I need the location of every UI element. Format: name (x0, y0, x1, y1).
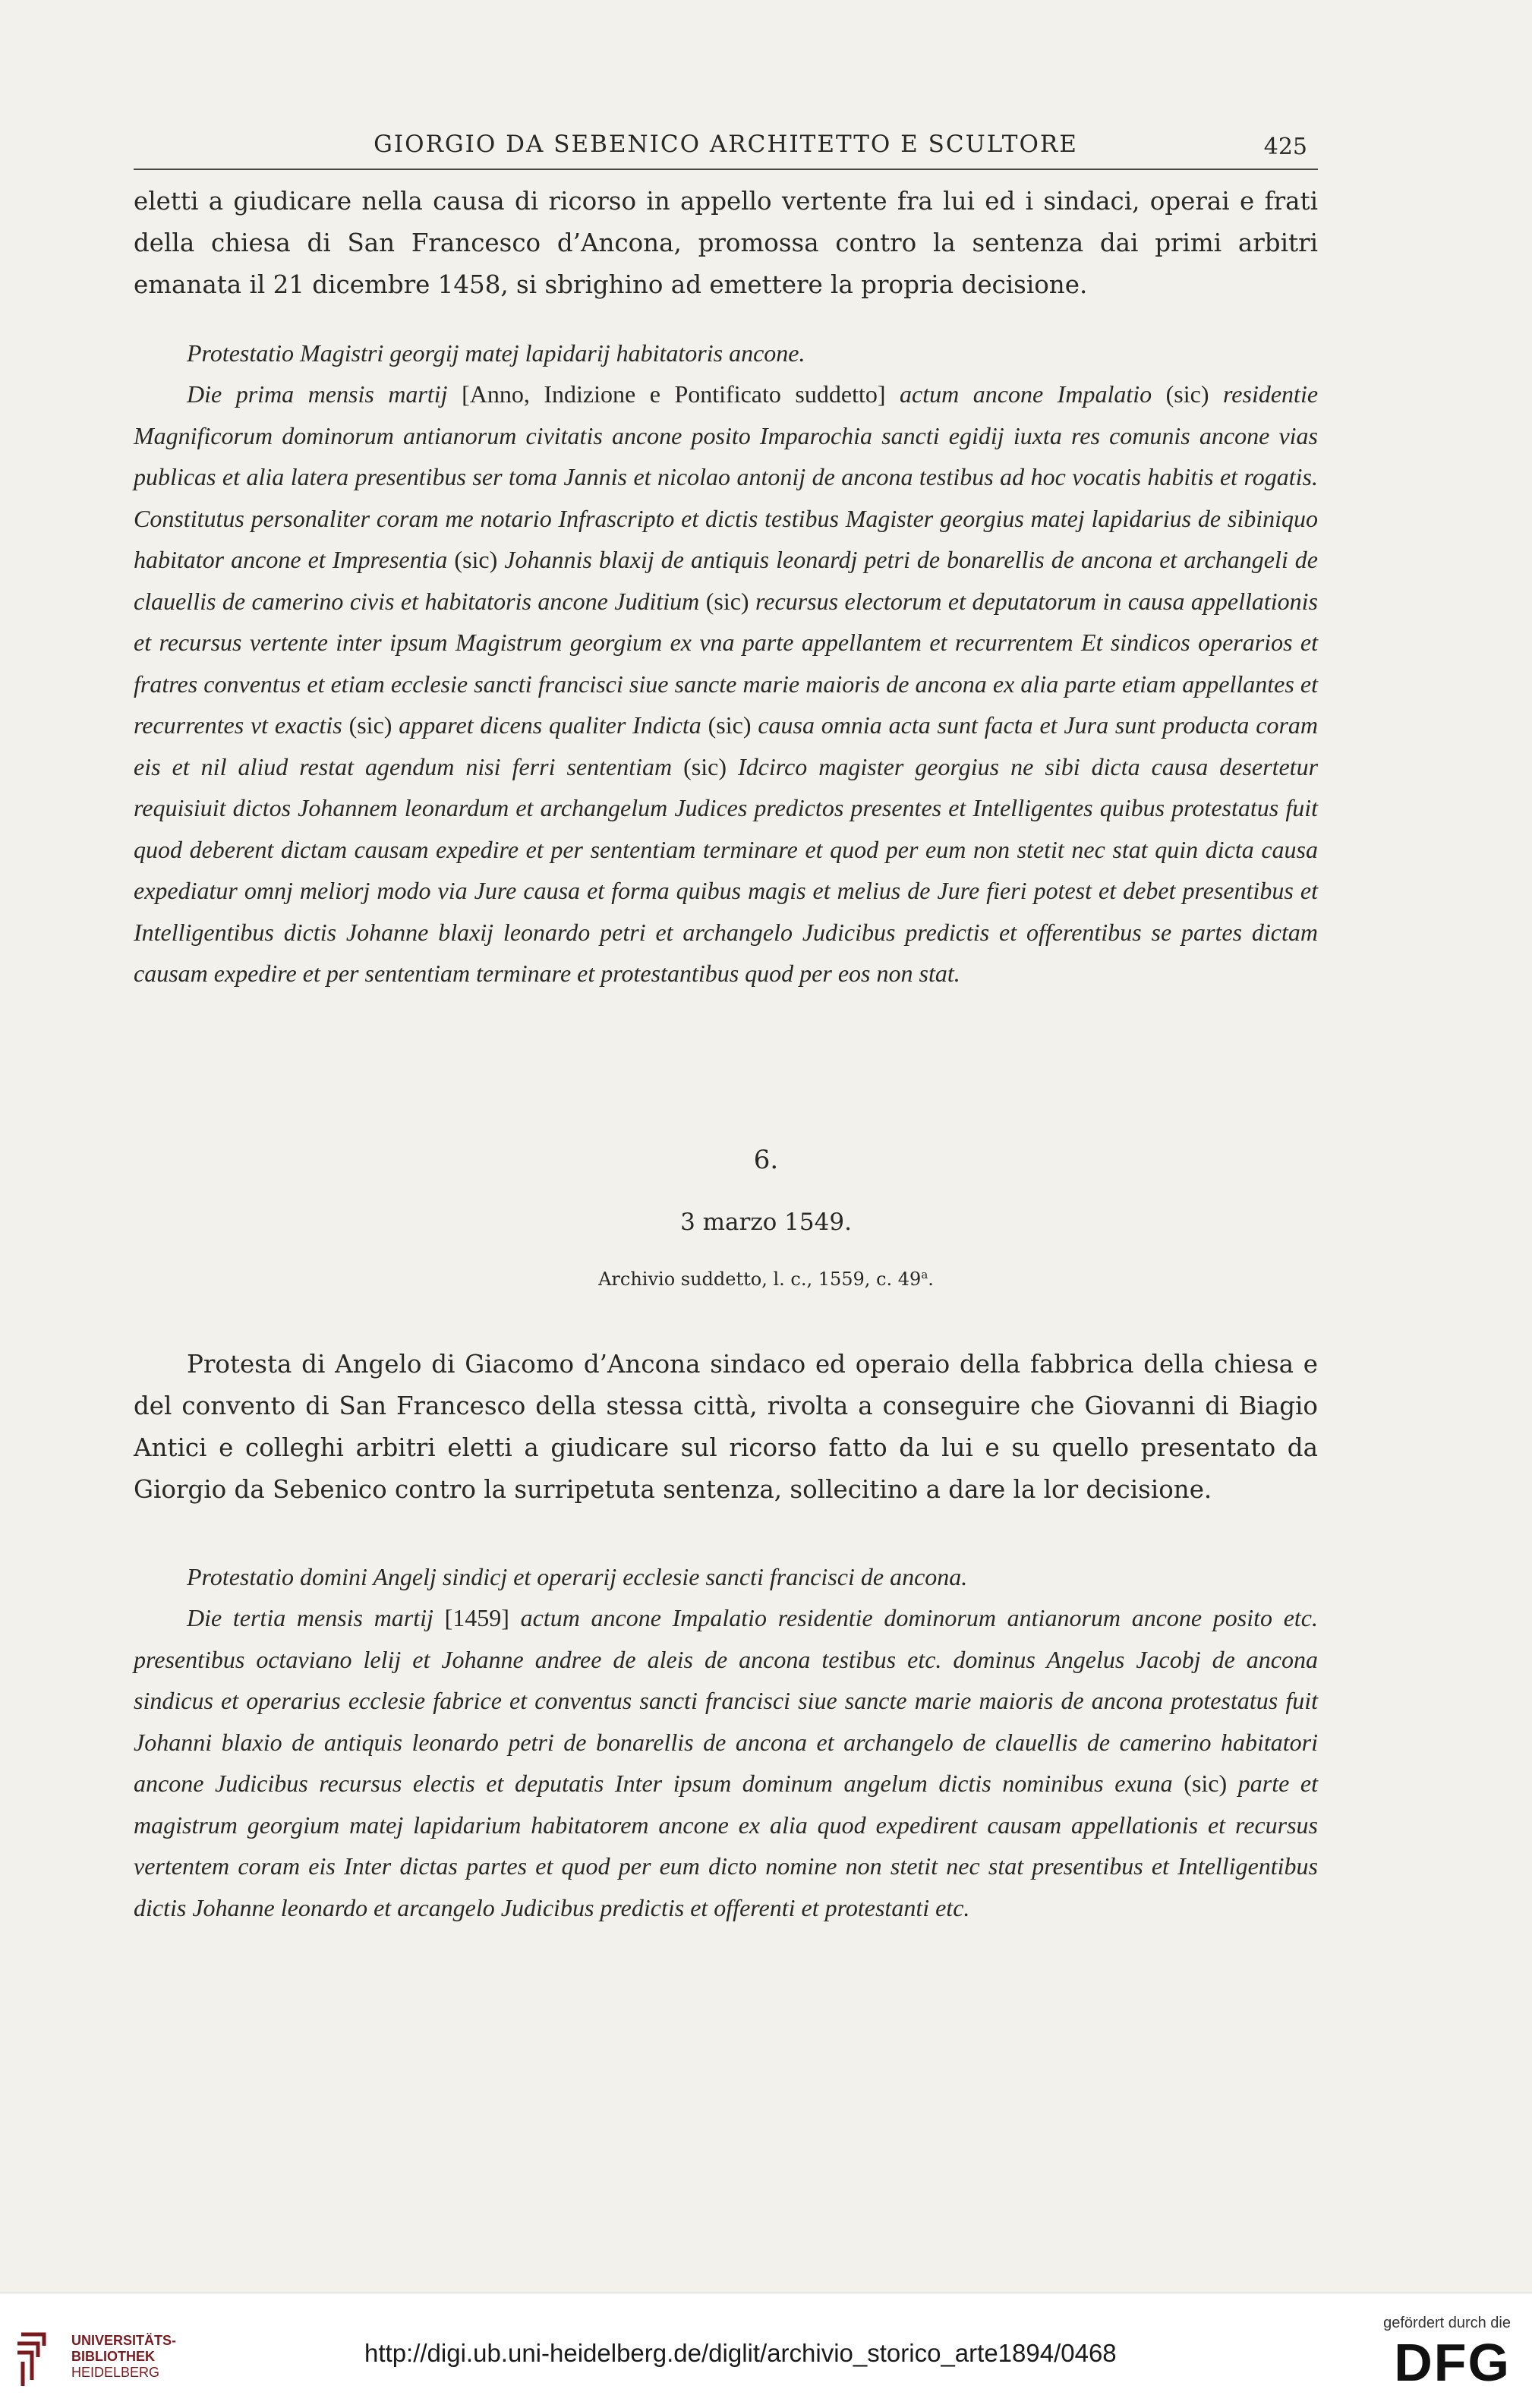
source-superscript: a (921, 1268, 928, 1281)
transcription-segment: actum ancone Impalatio (900, 380, 1166, 408)
section-6-document-block (134, 1556, 1318, 1928)
transcription-segment: causa omnia acta sunt facta et Jura sunt producta coram eis et nil aliud restat agendum nisi ferri sententiam (134, 711, 1319, 780)
source-end: . (928, 1269, 934, 1290)
section-6-heading: Protestatio domini Angelj sindicj et operarij ecclesie sancti francisci de ancona. (187, 1563, 968, 1590)
library-logo[interactable] (14, 2327, 211, 2388)
transcription-segment: (sic) (705, 587, 756, 615)
transcription-segment: residentie Magnificorum dominorum antianorum civitatis ancone posito Imparochia sancti egidij iuxta res comunis ancone vias publicas et alia latera presentibus ser toma Jannis et nicolao antonij de ancona testibus ad hoc vocatis habitis et rogatis. Constitutus personaliter coram me notario Infrascripto et dictis testibus Magister georgius matej lapidarius de sibiniquo habitator ancone et Impresentia (134, 380, 1319, 573)
page-number: 425 (1263, 134, 1307, 160)
running-head (134, 131, 1318, 170)
transcription-segment: actum ancone Impalatio residentie dominorum antianorum ancone posito etc. presentibus octaviano lelij et Johanne andree de aleis de ancona testibus etc. dominus Angelus Jacobj de ancona sindicus et operarius ecclesie fabrice et conventus sancti francisci siue sancte marie maioris de ancona protestatus fuit Johanni blaxio de antiquis leonardo petri de bonarellis de ancona et archangelo de clauellis de camerino habitatori ancone Judicibus recursus electis et deputatis Inter ipsum dominum angelum dictis nominibus exuna (134, 1604, 1319, 1797)
transcription-segment: (sic) (454, 546, 505, 573)
library-name-line2: BIBLIOTHEK (71, 2349, 155, 2364)
transcription-segment: recursus electorum et deputatorum in causa appellationis et recursus vertente inter ipsum Magistrum georgium ex vna parte appellantem et recurrentem Et sindicos operarios et fratres conventus et etiam ecclesie sancti francisci siue sancte marie maioris de ancona ex alia parte etiam appellantes et recurrentes vt exactis (134, 587, 1319, 739)
transcription-segment: parte et magistrum georgium matej lapidarium habitatorem ancone ex alia quod expedirent causam appellationis et recursus vertentem coram eis Inter dictas partes et quod per eum dicto nomine non stetit nec stat presentibus et Intelligentibus dictis Johanne leonardo et arcangelo Judicibus predictis et offerenti et protestanti etc. (134, 1770, 1319, 1921)
transcription-segment: Die prima mensis martij (187, 380, 462, 408)
section-6-summary: Protesta di Angelo di Giacomo d’Ancona sindaco ed operaio della fabbrica della chiesa e del convento di San Francesco della stessa città, rivolta a conseguire che Giovanni di Biagio Antici e colleghi arbitri eletti a giudicare sul ricorso fatto da lui e su quello presentato da Giorgio da Sebenico contro la surripetuta sentenza, sollecitino a dare la lor decisione. (134, 1350, 1318, 1504)
transcription-segment: apparet dicens qualiter Indicta (399, 711, 708, 739)
digitization-footer (0, 2293, 1532, 2408)
source-text: Archivio suddetto, l. c., 1559, c. 49 (598, 1269, 922, 1290)
document-5-heading: Protestatio Magistri georgij matej lapidarij habitatoris ancone. (187, 339, 805, 367)
transcription-segment: [1459] (444, 1604, 521, 1631)
source-url-link[interactable]: http://digi.ub.uni-heidelberg.de/diglit/archivio_storico_arte1894/0468 (364, 2339, 1117, 2367)
section-source (0, 1268, 1532, 1290)
section-6-summary-block (134, 1344, 1318, 1511)
library-name (71, 2333, 176, 2381)
intro-paragraph: eletti a giudicare nella causa di ricorso in appello vertente fra lui ed i sindaci, operai e frati della chiesa di San Francesco d’Ancona, promossa contro la sentenza dai primi arbitri emanata il 21 dicembre 1458, si sbrighino ad emettere la propria decisione. (134, 187, 1318, 299)
document-5-transcription (134, 373, 1318, 994)
funding-label: gefördert durch die (1383, 2315, 1511, 2331)
section-date: 3 marzo 1549. (680, 1209, 852, 1236)
transcription-segment: Idcirco magister georgius ne sibi dicta causa desertetur requisiuit dictos Johannem leonardum et archangelum Judices predictos presentes et Intelligentes quibus protestatus fuit quod deberent dictam causam expedire et per sententiam terminare et quod per eum non stetit nec stat quin dicta causa expediatur omnj meliorj modo via Jure causa et forma quibus magis et melius de Jure fieri potest et debet presentibus et Intelligentibus dictis Johanne blaxij leonardo petri et archangelo Judicibus predictis et offerentibus se partes dictam causam expedire et per sententiam terminare et protestantibus quod per eos non stat. (134, 752, 1319, 987)
dfg-logo-text: DFG (1394, 2333, 1511, 2392)
library-emblem-icon (14, 2327, 59, 2388)
transcription-segment: (sic) (708, 711, 758, 739)
section-number: 6. (753, 1145, 779, 1175)
transcription-segment: (sic) (1165, 380, 1224, 408)
document-5-block (134, 333, 1318, 994)
library-name-line1: UNIVERSITÄTS- (71, 2333, 177, 2348)
funding-logo[interactable] (1321, 2315, 1511, 2393)
section-6-transcription (134, 1597, 1318, 1928)
transcription-segment: (sic) (348, 711, 399, 739)
transcription-segment: [Anno, Indizione e Pontificato suddetto] (462, 380, 900, 408)
running-title: GIORGIO DA SEBENICO ARCHITETTO E SCULTORE (374, 131, 1078, 158)
intro-block (134, 181, 1318, 306)
transcription-segment: (sic) (1184, 1770, 1238, 1797)
transcription-segment: Die tertia mensis martij (187, 1604, 445, 1631)
transcription-segment: Johannis blaxij de antiquis leonardj petri de bonarellis de ancona et archangeli de clauellis de camerino civis et habitatoris ancone Juditium (134, 546, 1319, 615)
library-name-line3: HEIDELBERG (71, 2365, 160, 2380)
transcription-segment: (sic) (683, 752, 739, 780)
